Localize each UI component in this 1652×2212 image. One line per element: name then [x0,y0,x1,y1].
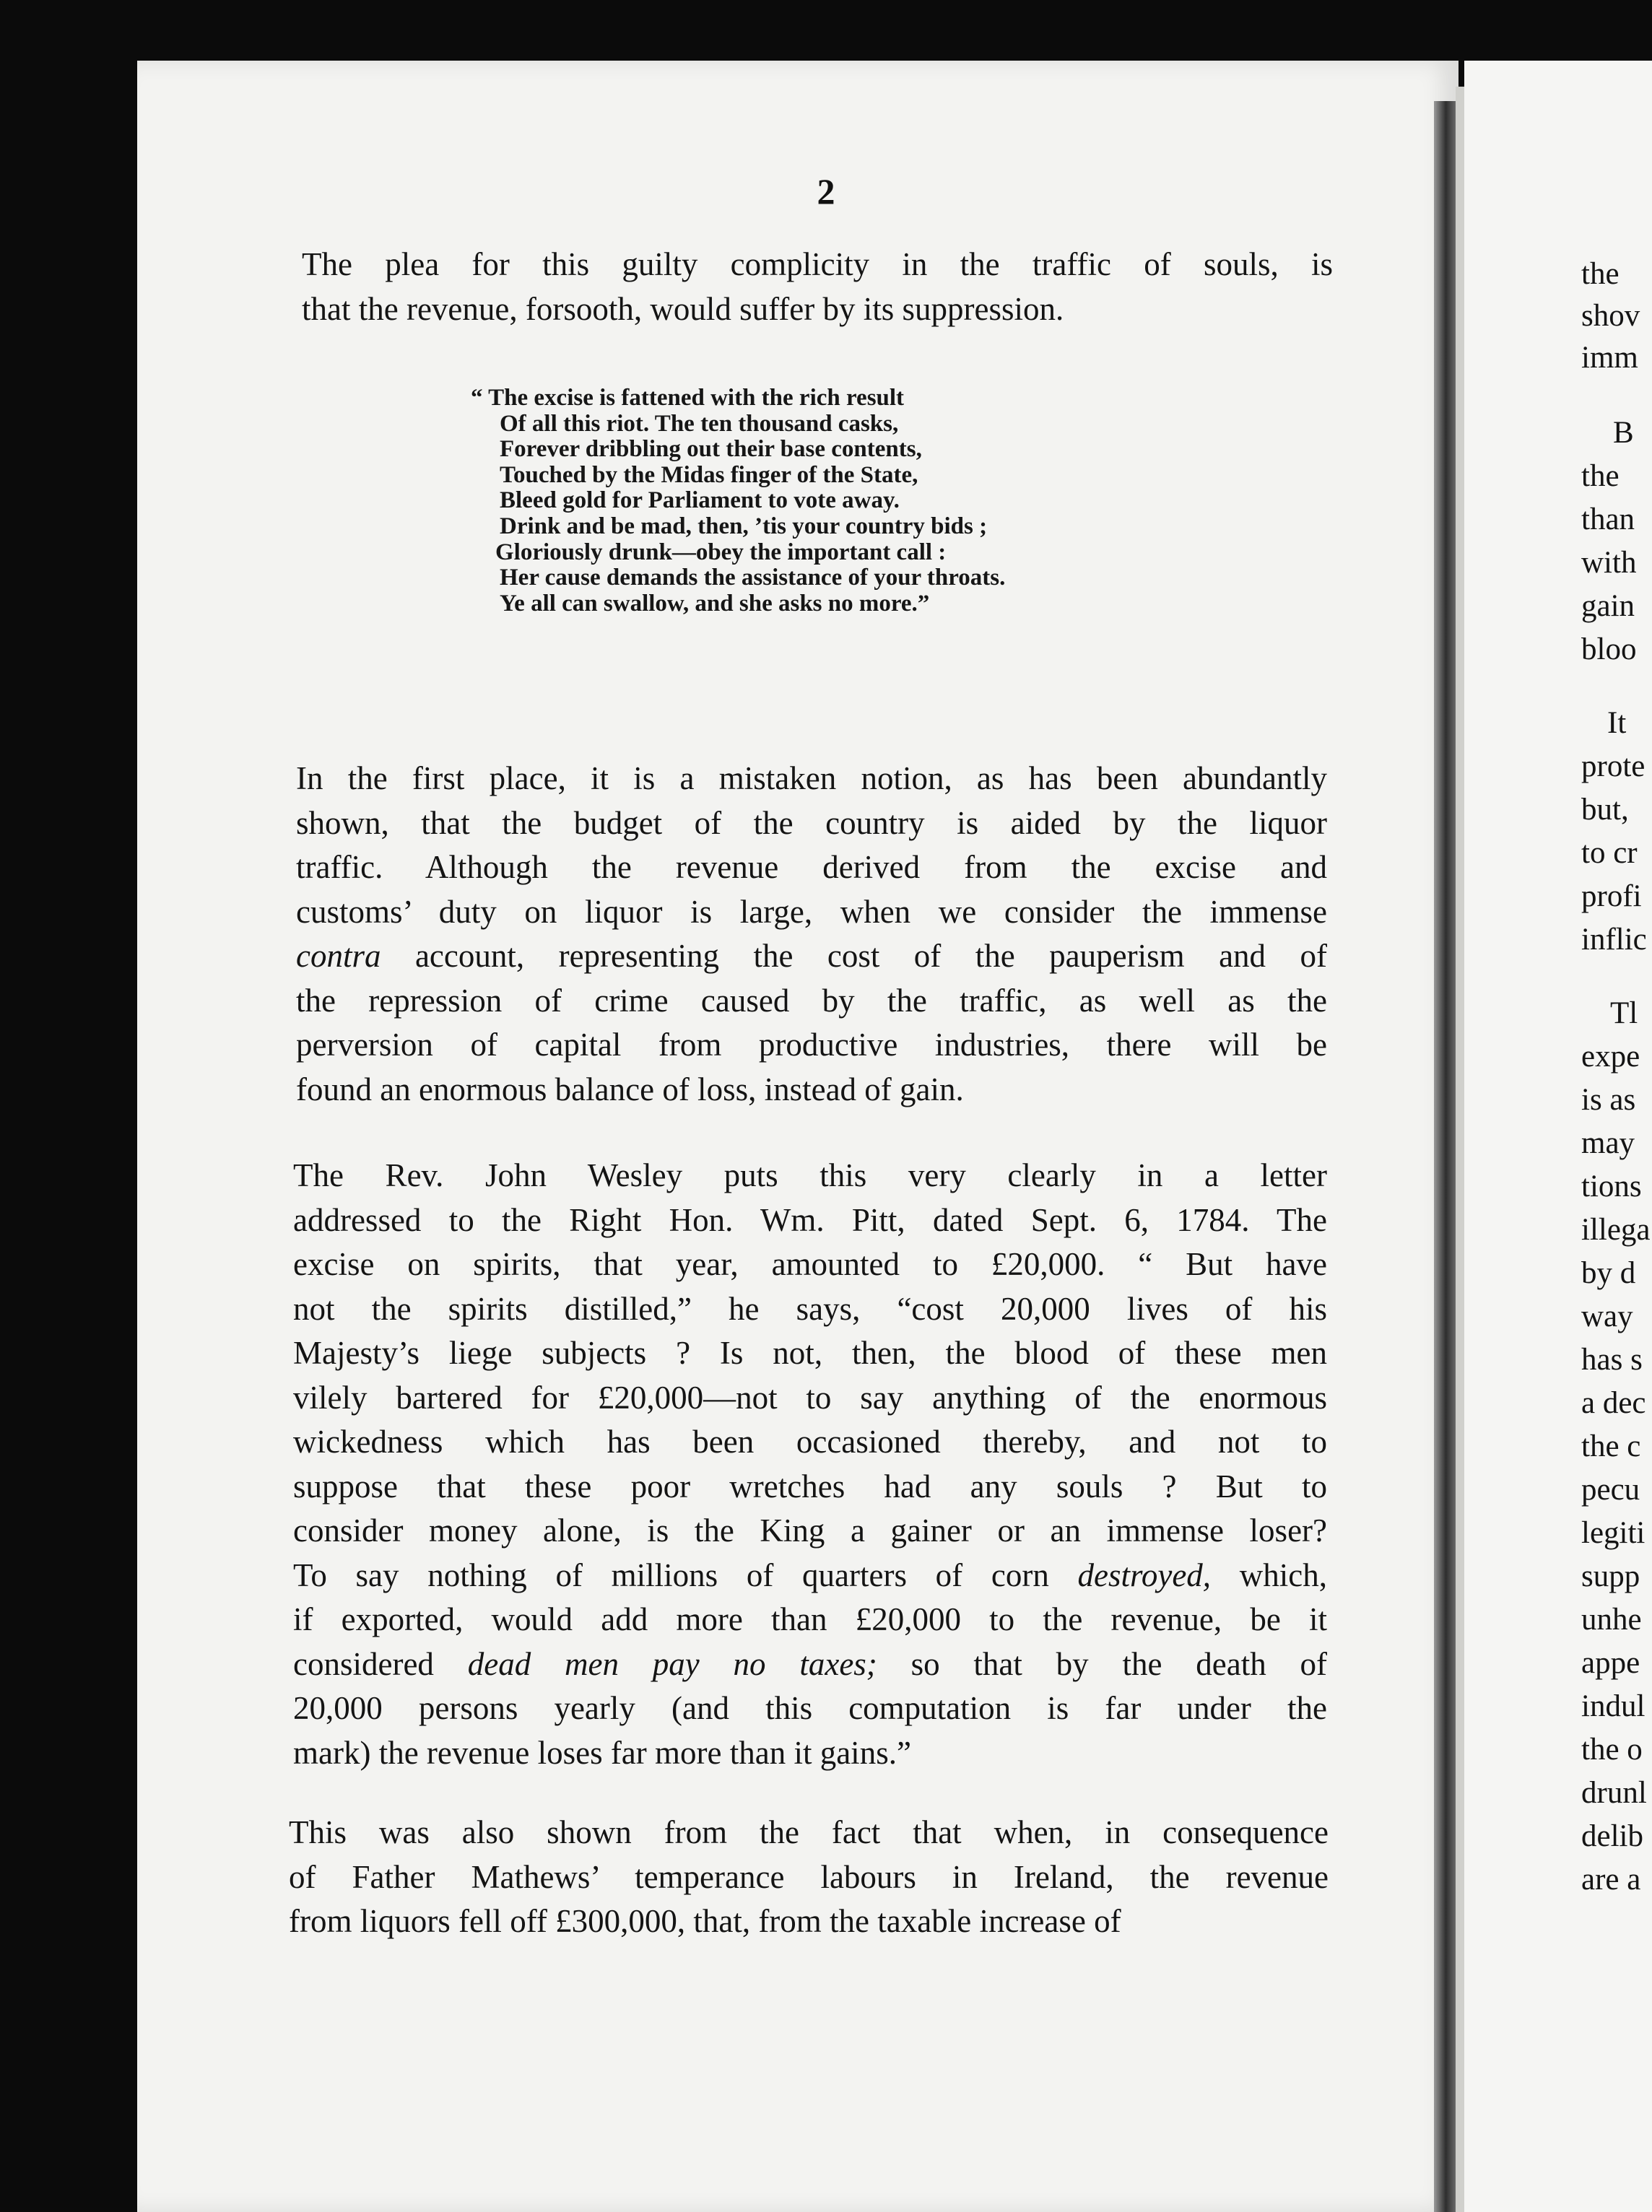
right-page-line-fragment: legiti [1581,1516,1646,1550]
right-page-line-fragment: It [1607,706,1627,740]
right-page-line-fragment: has s [1581,1343,1643,1377]
right-page-line-fragment: imm [1581,341,1638,375]
page-number: 2 [817,171,835,212]
right-page-line-fragment: profi [1581,879,1642,913]
text-line: that the revenue, forsooth, would suffer by its suppression. [302,290,1064,327]
paragraph-1 [302,243,1333,331]
book-gutter [1434,101,1456,2212]
right-page-line-fragment: expe [1581,1040,1640,1074]
text-segment: account, representing the cost of the pauperism and of [381,938,1327,974]
right-page-line-fragment: the [1581,459,1620,493]
text-segment: so that by the death of [877,1645,1327,1682]
text-line: Majesty’s liege subjects ? Is not, then, the blood of these men [293,1335,1327,1371]
poem-line: Gloriously drunk—obey the important call : [495,539,947,565]
text-line: shown, that the budget of the country is aided by the liquor [296,804,1327,841]
text-line: excise on spirits, that year, amounted to £20,000. “ But have [293,1246,1327,1282]
right-page-line-fragment: gain [1581,589,1635,623]
text-line: customs’ duty on liquor is large, when we consider the immense [296,893,1327,930]
right-page-line-fragment: by d [1581,1256,1636,1290]
right-page-line-fragment: appe [1581,1646,1640,1680]
right-page-line-fragment: pecu [1581,1473,1640,1507]
right-page-line-fragment: may [1581,1126,1635,1160]
text-line: the repression of crime caused by the traffic, as well as the [296,982,1327,1019]
right-page-line-fragment: the o [1581,1733,1643,1767]
right-page-line-fragment: delib [1581,1819,1643,1853]
text-line: found an enormous balance of loss, instead of gain. [296,1071,964,1107]
text-line: In the first place, it is a mistaken notion, as has been abundantly [296,760,1327,796]
right-page-line-fragment: are a [1581,1863,1641,1897]
poem-line: Forever dribbling out their base contents, [500,436,922,463]
right-page-line-fragment: prote [1581,749,1646,783]
text-segment: To say nothing of millions of quarters of corn [293,1556,1078,1593]
text-line: The plea for this guilty complicity in the traffic of souls, is [302,246,1333,282]
right-page-line-fragment: drunl [1581,1776,1647,1810]
text-line: not the spirits distilled,” he says, “cost 20,000 lives of his [293,1290,1327,1327]
right-page-line-fragment: way [1581,1299,1633,1333]
text-line: This was also shown from the fact that when, in consequence [289,1814,1329,1850]
right-page-line-fragment: supp [1581,1559,1640,1593]
text-line: from liquors fell off £300,000, that, from the taxable increase of [289,1903,1121,1939]
text-line: mark) the revenue loses far more than it gains.” [293,1734,911,1771]
text-line: traffic. Although the revenue derived from the excise and [296,849,1327,885]
poem-line: Of all this riot. The ten thousand casks, [500,410,899,437]
text-line: The Rev. John Wesley puts this very clearly in a letter [293,1157,1327,1193]
gutter-edge [1456,87,1464,2212]
paragraph-2 [296,757,1327,1112]
right-page-line-fragment: than [1581,502,1635,536]
text-line: wickedness which has been occasioned thereby, and not to [293,1424,1327,1460]
text-line: vilely bartered for £20,000—not to say anything of the enormous [293,1379,1327,1416]
text-line: addressed to the Right Hon. Wm. Pitt, dated Sept. 6, 1784. The [293,1201,1327,1238]
right-page-line-fragment: to cr [1581,836,1638,870]
poem-line: Drink and be mad, then, ’tis your country bids ; [500,513,988,539]
right-page-line-fragment: but, [1581,793,1629,827]
text-segment: which, [1211,1556,1327,1593]
right-page-line-fragment: the c [1581,1429,1641,1463]
right-page-line-fragment: inflic [1581,923,1647,957]
italic-text: destroyed, [1077,1556,1212,1593]
paragraph-3-wesley-letter [293,1154,1327,1775]
text-line: perversion of capital from productive industries, there will be [296,1027,1327,1063]
right-page-line-fragment: bloo [1581,632,1637,666]
right-page-line-fragment: with [1581,546,1637,580]
right-page-line-fragment: unhe [1581,1603,1642,1637]
italic-text: contra [296,938,381,974]
text-line: of Father Mathews’ temperance labours in Ireland, the revenue [289,1858,1329,1895]
italic-text: dead men pay no taxes; [467,1645,877,1682]
right-page-line-fragment: illega [1581,1213,1651,1247]
right-page-line-fragment: tions [1581,1170,1642,1203]
poem-quotation [471,386,1005,617]
text-line [293,1554,1327,1598]
text-line [293,1642,1327,1687]
right-page-line-fragment: Tl [1610,996,1638,1030]
right-page-line-fragment: indul [1581,1689,1646,1723]
text-segment: considered [293,1645,468,1682]
text-line [296,934,1327,979]
right-page-line-fragment: shov [1581,299,1640,333]
poem-line: Her cause demands the assistance of your throats. [500,565,1006,591]
right-page-line-fragment: is as [1581,1083,1636,1117]
poem-line: Ye all can swallow, and she asks no more.” [500,590,930,617]
text-line: suppose that these poor wretches had any souls ? But to [293,1468,1327,1505]
poem-line: “ The excise is fattened with the rich result [471,385,905,411]
text-line: 20,000 persons yearly (and this computation is far under the [293,1690,1327,1726]
right-page-line-fragment: the [1581,257,1620,291]
text-line: if exported, would add more than £20,000 to the revenue, be it [293,1601,1327,1637]
poem-line: Touched by the Midas finger of the State, [500,461,918,488]
paragraph-4 [289,1811,1329,1944]
text-line: consider money alone, is the King a gainer or an immense loser? [293,1512,1327,1549]
right-page-line-fragment: B [1613,416,1634,450]
poem-line: Bleed gold for Parliament to vote away. [500,487,900,514]
right-page-line-fragment: a dec [1581,1386,1646,1420]
